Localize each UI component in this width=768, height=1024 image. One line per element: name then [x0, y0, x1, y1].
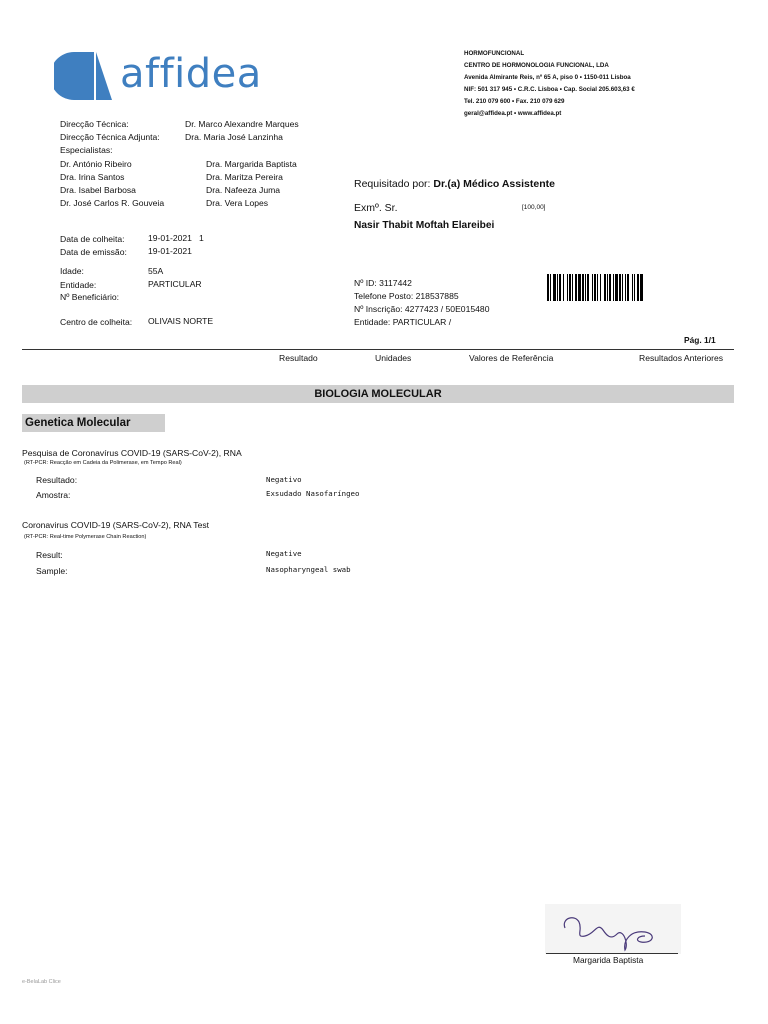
requisition-code: [100,00] — [522, 204, 546, 211]
tecnica-value: Dr. Marco Alexandre Marques — [185, 119, 299, 129]
company-phone: Tel. 210 079 600 • Fax. 210 079 629 — [464, 98, 565, 105]
company-email: geral@affidea.pt • www.affidea.pt — [464, 110, 562, 117]
entidade-label: Entidade: — [60, 280, 97, 290]
especialistas-label: Especialistas: — [60, 145, 113, 155]
affidea-logo — [54, 48, 269, 104]
emissao-value: 19-01-2021 — [148, 246, 192, 256]
especialista: Dra. Isabel Barbosa — [60, 185, 136, 195]
requisition-prefix: Requisitado por: — [354, 178, 431, 190]
company-nif: NIF: 501 317 945 • C.R.C. Lisboa • Cap. Social 205.603,63 € — [464, 86, 635, 93]
especialistas-col1 — [60, 158, 164, 210]
logo-wordmark: affidea — [120, 51, 262, 97]
colheita-extra: 1 — [199, 233, 204, 243]
company-header — [464, 48, 635, 120]
tecnica-label: Direcção Técnica: — [60, 119, 129, 129]
sample-label: Sample: — [36, 566, 68, 576]
test-method: (RT-PCR: Real-time Polymerase Chain Reaction) — [24, 534, 147, 540]
adjunta-label: Direcção Técnica Adjunta: — [60, 132, 160, 142]
telefone-posto: Telefone Posto: 218537885 — [354, 291, 459, 301]
idade-label: Idade: — [60, 266, 84, 276]
test-method: (RT-PCR: Reacção em Cadeia da Polimerase, em Tempo Real) — [24, 460, 182, 466]
especialista: Dra. Maritza Pereira — [206, 172, 283, 182]
colheita-value: 19-01-2021 — [148, 233, 192, 243]
sample-value: Nasopharyngeal swab — [266, 565, 351, 574]
idade-value: 55A — [148, 266, 164, 276]
company-fullname: CENTRO DE HORMONOLOGIA FUNCIONAL, LDA — [464, 62, 609, 69]
beneficiario-label: Nº Beneficiário: — [60, 292, 120, 302]
patient-ids — [354, 277, 489, 329]
col-referencia: Valores de Referência — [469, 353, 554, 363]
especialista: Dr. José Carlos R. Gouveia — [60, 198, 165, 208]
patient-name: Nasir Thabit Moftah Elareibei — [354, 220, 495, 231]
page-number: Pág. 1/1 — [684, 335, 716, 345]
inscricao-number: Nº Inscrição: 4277423 / 50E015480 — [354, 304, 490, 314]
adjunta-value: Dra. Maria José Lanzinha — [185, 132, 283, 142]
subsection-title: Genetica Molecular — [22, 414, 165, 432]
especialista: Dra. Nafeeza Juma — [206, 185, 281, 195]
header-divider — [22, 349, 734, 350]
section-title: BIOLOGIA MOLECULAR — [22, 385, 734, 403]
sample-label: Amostra: — [36, 490, 71, 500]
barcode-image — [547, 274, 680, 301]
result-value: Negativo — [266, 475, 302, 484]
signature-image — [545, 904, 681, 954]
signature-name: Margarida Baptista — [573, 955, 644, 965]
signature-scribble — [545, 904, 681, 954]
col-resultado: Resultado — [279, 353, 318, 363]
affidea-logo-mark — [54, 50, 118, 102]
especialista: Dr. António Ribeiro — [60, 159, 132, 169]
colheita-label: Data de colheita: — [60, 234, 125, 244]
result-label: Result: — [36, 550, 63, 560]
requisition-doctor: Dr.(a) Médico Assistente — [433, 178, 555, 190]
company-address: Avenida Almirante Reis, nº 65 A, piso 0 • 1150-011 Lisboa — [464, 74, 631, 81]
exmo-label: Exmº. Sr. — [354, 202, 398, 214]
centro-value: OLIVAIS NORTE — [148, 316, 214, 326]
especialista: Dra. Vera Lopes — [206, 198, 269, 208]
especialista: Dra. Irina Santos — [60, 172, 125, 182]
entidade-line: Entidade: PARTICULAR / — [354, 317, 452, 327]
footer-text: e-BelaLab Clice — [22, 979, 61, 985]
signature-line — [546, 953, 678, 954]
result-value: Negative — [266, 549, 302, 558]
test-title: Pesquisa de Coronavírus COVID-19 (SARS-CoV-2), RNA — [22, 448, 242, 458]
test-title: Coronavirus COVID-19 (SARS-CoV-2), RNA Test — [22, 520, 210, 530]
result-label: Resultado: — [36, 475, 78, 485]
sample-value: Exsudado Nasofaríngeo — [266, 489, 360, 498]
id-number: Nº ID: 3117442 — [354, 278, 412, 288]
company-name: HORMOFUNCIONAL — [464, 50, 525, 57]
emissao-label: Data de emissão: — [60, 247, 127, 257]
entidade-value: PARTICULAR — [148, 279, 202, 289]
centro-label: Centro de colheita: — [60, 317, 133, 327]
col-anteriores: Resultados Anteriores — [639, 353, 724, 363]
especialista: Dra. Margarida Baptista — [206, 159, 297, 169]
col-unidades: Unidades — [375, 353, 412, 363]
requisition-line — [354, 178, 555, 190]
especialistas-col2 — [206, 158, 297, 210]
